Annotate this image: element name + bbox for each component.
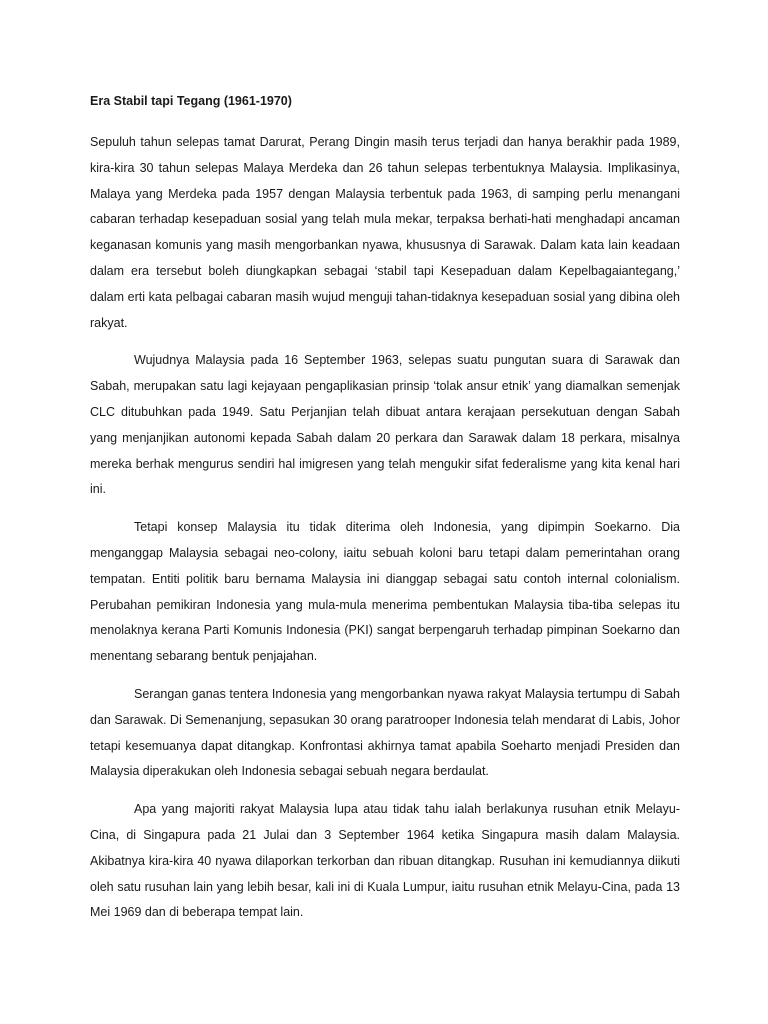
paragraph-1: Sepuluh tahun selepas tamat Darurat, Perang Dingin masih terus terjadi dan hanya berakhir pada 1989, kira-kira 30 tahun selepas Malaya Merdeka dan 26 tahun selepas terbentuknya Malaysia. Implikasinya, Malaya yang Merdeka pada 1957 dengan Malaysia terbentuk pada 1963, di samping perlu menangani cabaran terhadap kesepaduan sosial yang telah mula mekar, terpaksa berhati-hati menghadapi ancaman keganasan komunis yang masih mengorbankan nyawa, khususnya di Sarawak. Dalam kata lain keadaan dalam era tersebut boleh diungkapkan sebagai ‘stabil tapi Kesepaduan dalam Kepelbagaiantegang,’ dalam erti kata pelbagai cabaran masih wujud menguji tahan-tidaknya kesepaduan sosial yang dibina oleh rakyat.: [90, 135, 680, 330]
document-page: [90, 91, 680, 938]
document-title: Era Stabil tapi Tegang (1961-1970): [90, 94, 292, 108]
paragraph-3: Tetapi konsep Malaysia itu tidak diterima oleh Indonesia, yang dipimpin Soekarno. Dia menganggap Malaysia sebagai neo-colony, iaitu sebuah koloni baru tetapi dalam pemerintahan orang tempatan. Entiti politik baru bernama Malaysia ini dianggap sebagai satu contoh internal colonialism. Perubahan pemikiran Indonesia yang mula-mula menerima pembentukan Malaysia tiba-tiba selepas itu menolaknya kerana Parti Komunis Indonesia (PKI) sangat berpengaruh terhadap pimpinan Soekarno dan menentang sebarang bentuk penjajahan.: [90, 520, 680, 664]
paragraph-5: Apa yang majoriti rakyat Malaysia lupa atau tidak tahu ialah berlakunya rusuhan etnik Melayu-Cina, di Singapura pada 21 Julai dan 3 September 1964 ketika Singapura masih dalam Malaysia. Akibatnya kira-kira 40 nyawa dilaporkan terkorban dan ribuan ditangkap. Rusuhan ini kemudiannya diikuti oleh satu rusuhan lain yang lebih besar, kali ini di Kuala Lumpur, iaitu rusuhan etnik Melayu-Cina, pada 13 Mei 1969 dan di beberapa tempat lain.: [90, 802, 680, 920]
paragraph-2: Wujudnya Malaysia pada 16 September 1963, selepas suatu pungutan suara di Sarawak dan Sabah, merupakan satu lagi kejayaan pengaplikasian prinsip ‘tolak ansur etnik’ yang diamalkan semenjak CLC ditubuhkan pada 1949. Satu Perjanjian telah dibuat antara kerajaan persekutuan dengan Sabah yang menjanjikan autonomi kepada Sabah dalam 20 perkara dan Sarawak dalam 18 perkara, misalnya mereka berhak mengurus sendiri hal imigresen yang telah mengukir sifat federalisme yang kita kenal hari ini.: [90, 353, 680, 497]
paragraph-4: Serangan ganas tentera Indonesia yang mengorbankan nyawa rakyat Malaysia tertumpu di Sabah dan Sarawak. Di Semenanjung, sepasukan 30 orang paratrooper Indonesia telah mendarat di Labis, Johor tetapi kesemuanya dapat ditangkap. Konfrontasi akhirnya tamat apabila Soeharto menjadi Presiden dan Malaysia diperakukan oleh Indonesia sebagai sebuah negara berdaulat.: [90, 686, 680, 779]
